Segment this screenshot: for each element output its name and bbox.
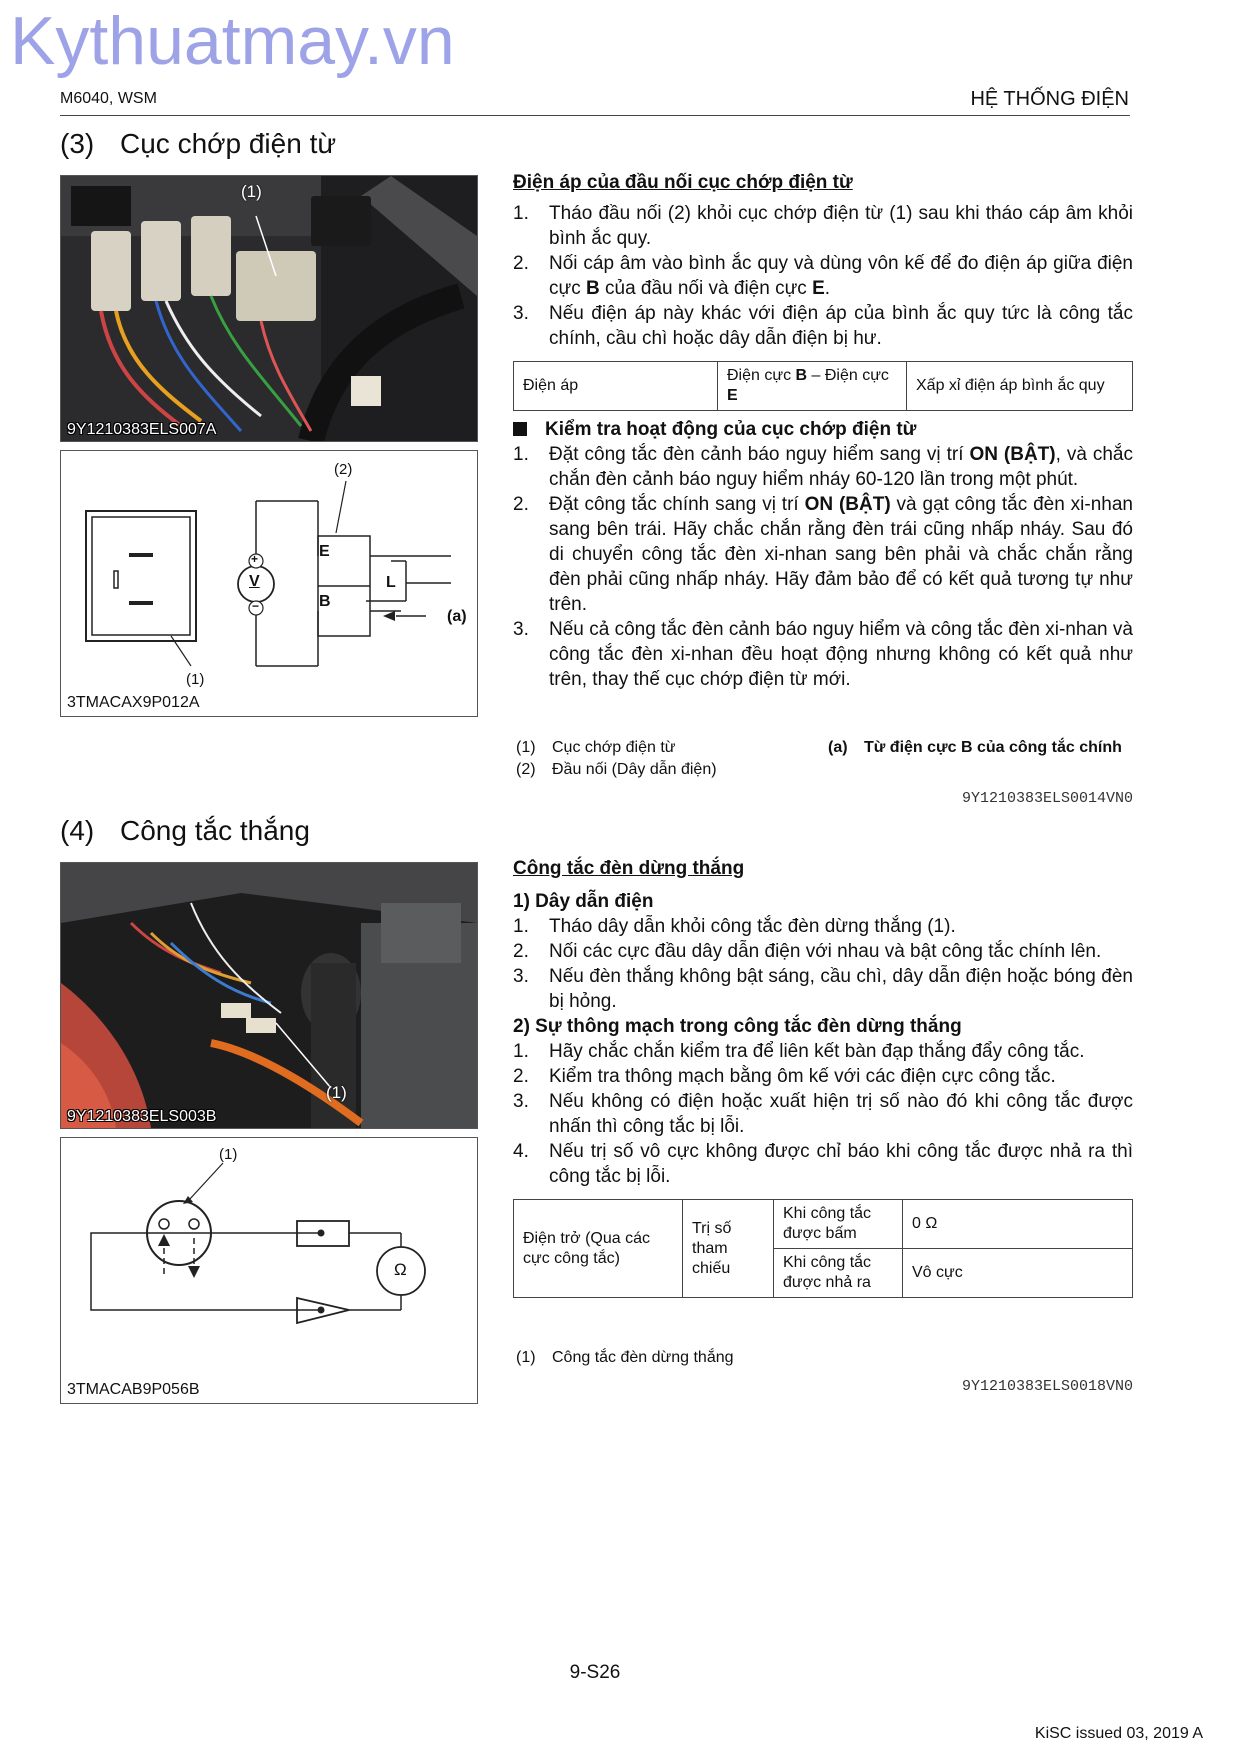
brake-wiring-steps [513, 914, 1133, 1014]
brake-photo-caption: 9Y1210383ELS003B [67, 1108, 217, 1125]
list-item: 3. Nếu đèn thắng không bật sáng, cầu chì, dây dẫn điện hoặc bóng đèn bị hỏng. [513, 966, 1133, 1012]
ohmmeter-symbol: Ω [394, 1260, 407, 1279]
brake-doc-code: 9Y1210383ELS0018VN0 [961, 1378, 1133, 1395]
terminal-b-label: B [319, 593, 331, 610]
header-divider [60, 115, 1130, 116]
list-item: 2. Nối các cực đầu dây dẫn điện với nhau và bật công tắc chính lên. [513, 941, 1102, 962]
table-cell: Trị số tham chiếu [683, 1200, 774, 1298]
list-item: 3. Nếu không có điện hoặc xuất hiện trị số nào đó khi công tắc được nhấn thì công tắc bị lỗi. [513, 1091, 1133, 1137]
header-chapter: HỆ THỐNG ĐIỆN [970, 88, 1129, 110]
page-number: 9-S26 [569, 1662, 621, 1683]
brake-legend: (1) Công tắc đèn dừng thắng [516, 1349, 734, 1366]
brake-resistance-table [513, 1199, 1133, 1298]
flasher-photo-illustration [61, 176, 477, 441]
list-item: 3. Nếu điện áp này khác với điện áp của bình ắc quy tức là công tắc chính, cầu chì hoặc dây dẫn điện bị hư. [513, 303, 1133, 349]
flasher-diag-label-1: (1) [186, 671, 205, 688]
table-cell: Vô cực [903, 1249, 1133, 1298]
list-item: 1. Hãy chắc chắn kiểm tra để liên kết bàn đạp thắng đẩy công tắc. [513, 1041, 1085, 1062]
section4-title [60, 815, 310, 847]
section4-text [513, 856, 1133, 1298]
brake-photo-illustration [61, 863, 477, 1128]
section3-title [60, 128, 336, 160]
table-cell: Điện áp [514, 362, 718, 411]
flasher-voltage-table [513, 361, 1133, 411]
section3-title-text: Cục chớp điện từ [120, 128, 337, 159]
flasher-check-steps [513, 442, 1133, 692]
table-cell: Khi công tắc được nhả ra [774, 1249, 903, 1298]
square-bullet-icon [513, 422, 527, 436]
brake-sub2: 2) Sự thông mạch trong công tắc đèn dừng thắng [513, 1016, 962, 1037]
list-item: 2. Kiểm tra thông mạch bằng ôm kế với các điện cực công tắc. [513, 1066, 1056, 1087]
flasher-unit-photo [60, 175, 478, 442]
brake-switch-photo [60, 862, 478, 1129]
table-cell: Xấp xỉ điện áp bình ắc quy [907, 362, 1133, 411]
list-item: 4. Nếu trị số vô cực không được chỉ báo khi công tắc được nhả ra thì công tắc bị lỗi. [513, 1141, 1133, 1187]
brake-diagram-caption: 3TMACAB9P056B [67, 1381, 200, 1398]
flasher-voltage-heading: Điện áp của đầu nối cục chớp điện từ [513, 172, 853, 193]
watermark: Kythuatmay.vn [10, 3, 455, 79]
voltmeter-minus: − [252, 599, 260, 613]
flasher-legend: (1) Cục chớp điện từ (2) Đầu nối (Dây dẫn điện) [516, 739, 717, 778]
flasher-legend-a: (a) Từ điện cực B của công tắc chính [828, 739, 1122, 756]
brake-sub1: 1) Dây dẫn điện [513, 891, 654, 912]
table-cell: Điện trở (Qua các cực công tắc) [514, 1200, 683, 1298]
brake-diag-label-1: (1) [219, 1146, 238, 1163]
flasher-voltage-steps [513, 201, 1133, 351]
flasher-check-heading: Kiểm tra hoạt động của cục chớp điện từ [513, 417, 1133, 442]
flasher-wiring-diagram [60, 450, 478, 717]
table-cell: 0 Ω [903, 1200, 1133, 1249]
flasher-doc-code: 9Y1210383ELS0014VN0 [961, 790, 1133, 807]
section4-title-text: Công tắc thắng [120, 815, 310, 846]
flasher-diag-label-2: (2) [334, 461, 353, 478]
terminal-l-label: L [386, 574, 396, 591]
list-item: 1. Tháo dây dẫn khỏi công tắc đèn dừng thắng (1). [513, 916, 956, 937]
issue-info: KiSC issued 03, 2019 A [1034, 1725, 1203, 1742]
brake-heading: Công tắc đèn dừng thắng [513, 858, 745, 879]
voltmeter-symbol: V [249, 573, 260, 590]
table-cell: Điện cực B – Điện cực E [718, 362, 907, 411]
brake-photo-label: (1) [326, 1083, 347, 1102]
list-item: 2. Nối cáp âm vào bình ắc quy và dùng vôn kế để đo điện áp giữa điện cực B của đầu nối và điện cực E. [513, 253, 1133, 299]
voltmeter-plus: + [251, 552, 259, 566]
table-cell: Khi công tắc được bấm [774, 1200, 903, 1249]
brake-switch-diagram [60, 1137, 478, 1404]
flasher-diagram-caption: 3TMACAX9P012A [67, 694, 200, 711]
list-item: 3. Nếu cả công tắc đèn cảnh báo nguy hiểm và công tắc đèn xi-nhan và công tắc đèn xi-nhan đều hoạt động nhưng không có kết quả như trên, thay thế cục chớp điện từ mới. [513, 619, 1133, 690]
list-item: 1. Đặt công tắc đèn cảnh báo nguy hiểm sang vị trí ON (BẬT), và chắc chắn đèn cảnh báo nguy hiểm nháy 60-120 lần trong một phút. [513, 444, 1134, 490]
list-item: 2. Đặt công tắc chính sang vị trí ON (BẬT) và gạt công tắc đèn xi-nhan sang bên trái. Hãy chắc chắn rằng đèn trái cũng nhấp nháy. Sau đó di chuyển công tắc đèn xi-nhan sang bên phải và chắc chắn rằng đèn phải cũng nhấp nháy. Hãy đảm bảo để có kết quả tương tự như trên. [513, 494, 1134, 615]
flasher-diagram-drawing [61, 451, 477, 716]
section3-number: (3) [60, 128, 95, 159]
brake-continuity-steps [513, 1039, 1133, 1189]
flasher-diag-label-a: (a) [447, 608, 467, 625]
terminal-e-label: E [319, 543, 330, 560]
list-item: 1. Tháo đầu nối (2) khỏi cục chớp điện từ (1) sau khi tháo cáp âm khỏi bình ắc quy. [513, 203, 1133, 249]
flasher-photo-caption: 9Y1210383ELS007A [67, 421, 217, 438]
section4-number: (4) [60, 815, 95, 846]
flasher-photo-label: (1) [241, 182, 262, 201]
header-model: M6040, WSM [60, 90, 157, 107]
brake-diagram-drawing [61, 1138, 477, 1403]
section3-text [513, 170, 1133, 692]
